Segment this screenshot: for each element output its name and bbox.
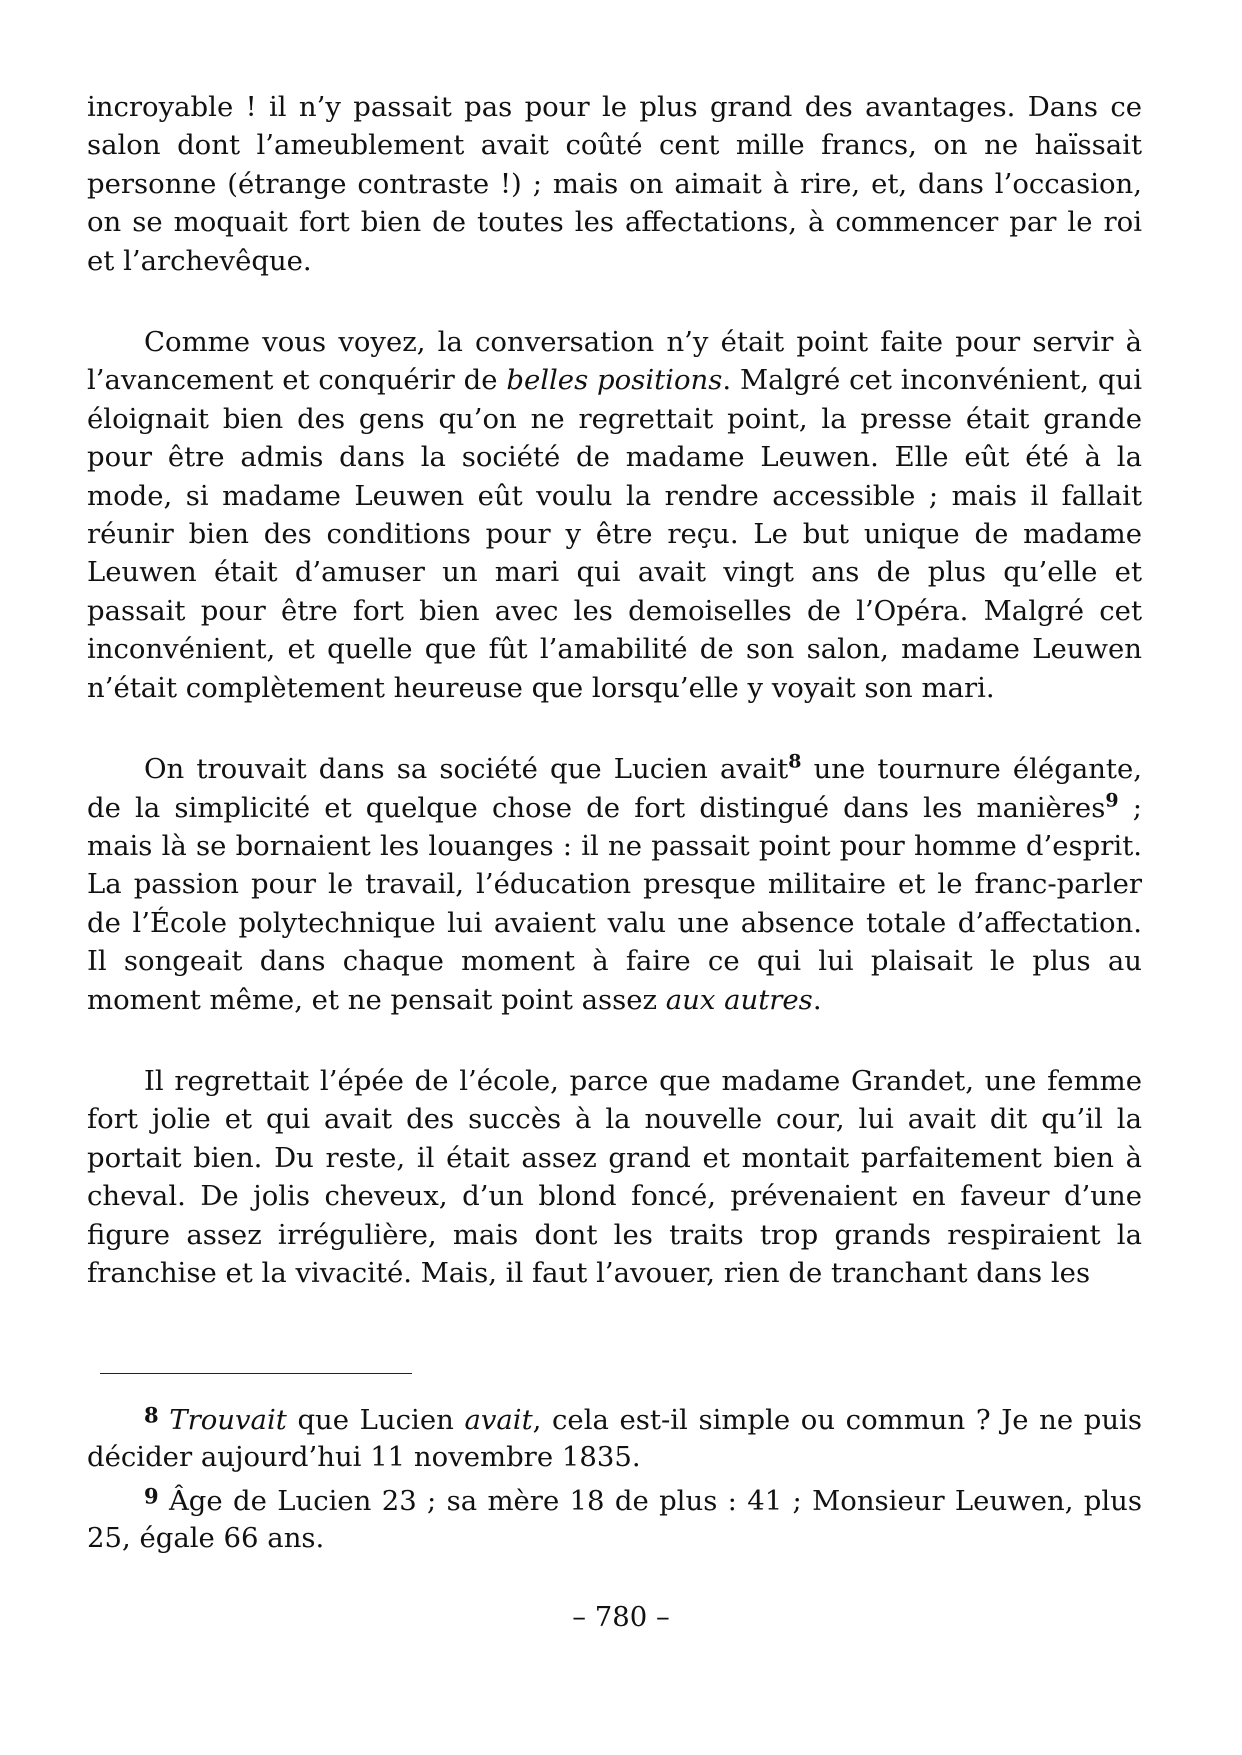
paragraph-3-text-a: On trouvait dans sa société que Lucien avait <box>144 753 789 786</box>
footnote-9 <box>87 1483 1142 1557</box>
footnote-8-number: 8 <box>144 1402 159 1428</box>
footnote-8-emphasis-2: avait <box>464 1404 533 1436</box>
footnote-9-number: 9 <box>144 1483 159 1509</box>
paragraph-2-text-a: Comme vous voyez, la conversation n’y était point faite pour servir à l’avancement et conquérir de <box>87 326 1142 397</box>
footnote-8-emphasis-1: Trouvait <box>169 1404 287 1436</box>
paragraph-3-text-c: ; mais là se bornaient les louanges : il ne passait point pour homme d’esprit. La passion pour le travail, l’éducation presque militaire et le franc-parler de l’École polytechnique lui avaient valu une absence totale d’affectation. Il songeait dans chaque moment à faire ce qui lui plaisait le plus au moment même, et ne pensait point assez <box>87 791 1142 1016</box>
page-number: – 780 – <box>572 1601 670 1633</box>
paragraph-2-emphasis: belles positions <box>506 364 723 397</box>
footnote-ref-8[interactable]: 8 <box>788 750 802 773</box>
paragraph-2-text-b: . Malgré cet inconvénient, qui éloignait bien des gens qu’on ne regrettait point, la presse était grande pour être admis dans la société de madame Leuwen. Elle eût été à la mode, si madame Leuwen eût voulu la rendre accessible ; mais il fallait réunir bien des conditions pour y être reçu. Le but unique de madame Leuwen était d’amuser un mari qui avait vingt ans de plus qu’elle et passait pour être fort bien avec les demoiselles de l’Opéra. Malgré cet inconvénient, et quelle que fût l’amabilité de son salon, madame Leuwen n’était complètement heureuse que lorsqu’elle y voyait son mari. <box>87 364 1142 704</box>
paragraph-3-emphasis: aux autres <box>665 983 813 1016</box>
footnote-ref-9[interactable]: 9 <box>1105 789 1119 812</box>
paragraph-3 <box>87 750 1142 1019</box>
paragraph-4 <box>87 1062 1142 1292</box>
paragraph-4-text: Il regrettait l’épée de l’école, parce que madame Grandet, une femme fort jolie et qui avait des succès à la nouvelle cour, lui avait dit qu’il la portait bien. Du reste, il était assez grand et montait parfaitement bien à cheval. De jolis cheveux, d’un blond foncé, prévenaient en faveur d’une figure assez irrégulière, mais dont les traits trop grands respiraient la franchise et la vivacité. Mais, il faut l’avouer, rien de tranchant dans les <box>87 1064 1142 1289</box>
paragraph-2 <box>87 323 1142 707</box>
main-text <box>87 88 1142 1292</box>
paragraph-1 <box>87 88 1142 280</box>
paragraph-3-text-b: une tournure élégante, de la simplicité et quelque chose de fort distingué dans les manières <box>87 753 1142 824</box>
footnote-8-text-2: , cela est-il simple ou commun ? Je ne puis décider aujourd’hui 11 novembre 1835. <box>87 1404 1142 1473</box>
paragraph-3-text-d: . <box>812 983 822 1016</box>
footnote-8-text-1: que Lucien <box>286 1404 465 1436</box>
footnote-9-text: Âge de Lucien 23 ; sa mère 18 de plus : 41 ; Monsieur Leuwen, plus 25, égale 66 ans. <box>87 1485 1142 1554</box>
footnotes <box>87 1402 1142 1557</box>
footnote-separator <box>100 1373 412 1374</box>
paragraph-1-text: incroyable ! il n’y passait pas pour le plus grand des avantages. Dans ce salon dont l’ameublement avait coûté cent mille francs, on ne haïssait personne (étrange contraste !) ; mais on aimait à rire, et, dans l’occasion, on se moquait fort bien de toutes les affectations, à commencer par le roi et l’archevêque. <box>87 91 1142 277</box>
footnote-8 <box>87 1402 1142 1476</box>
